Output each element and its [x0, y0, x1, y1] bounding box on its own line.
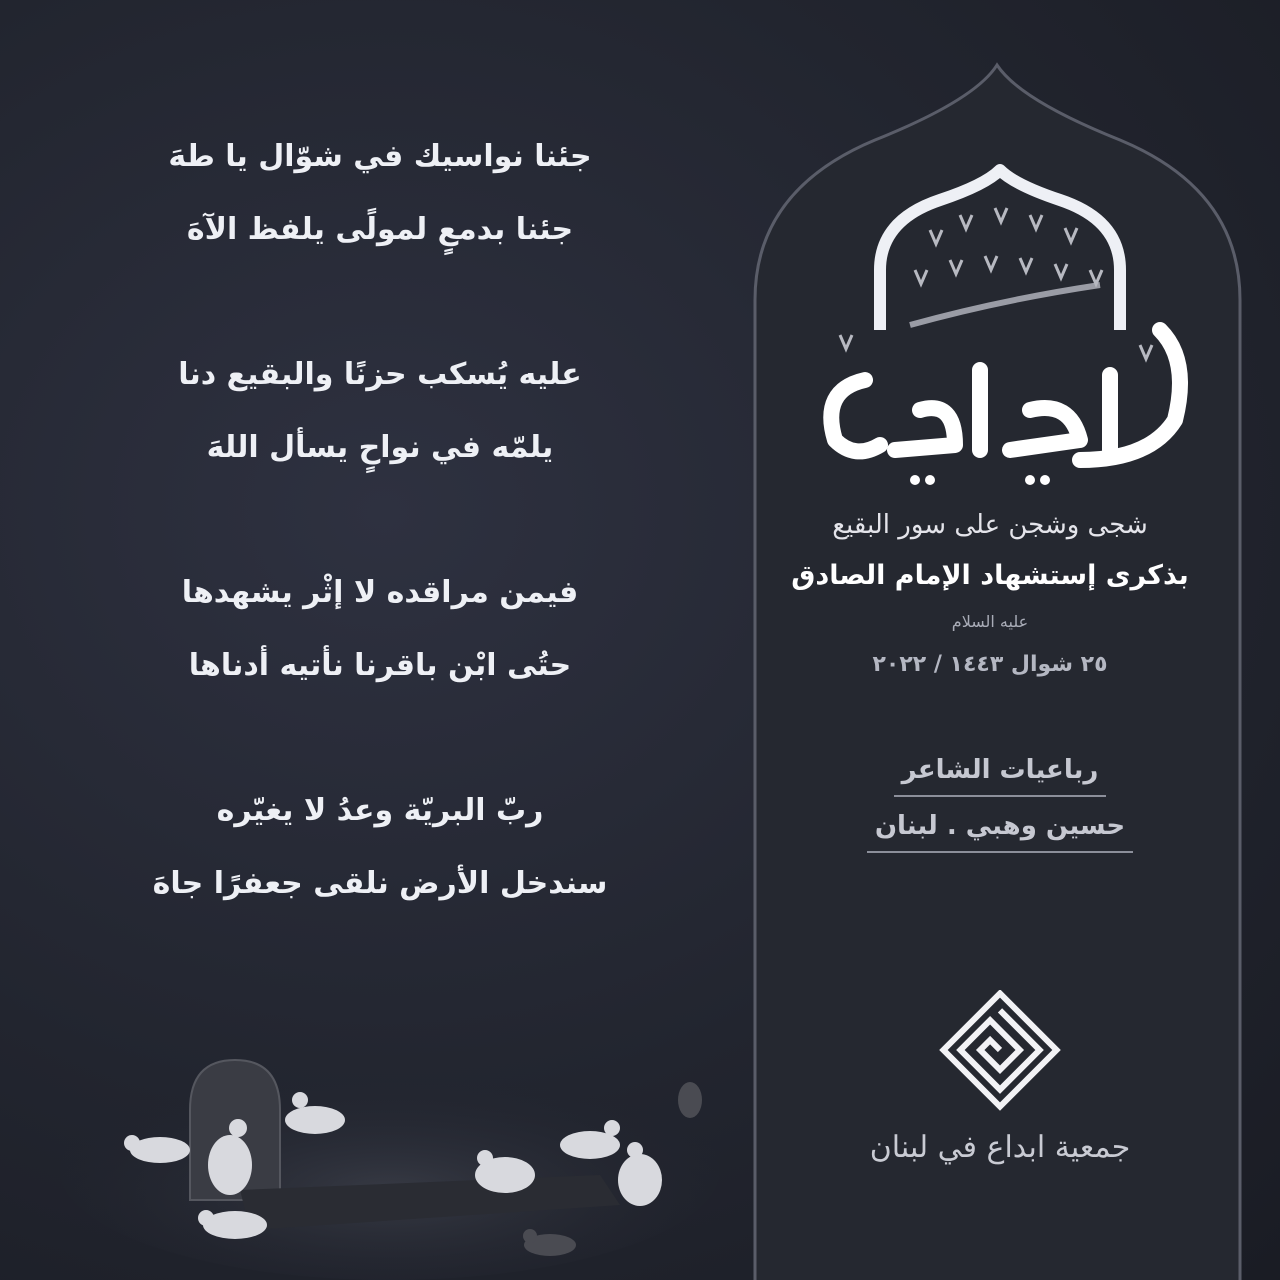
stanza-3 — [80, 556, 680, 702]
poem — [80, 120, 680, 992]
poet-credit — [800, 755, 1200, 853]
stanza-1 — [80, 120, 680, 266]
verse-line: فيمن مراقده لا إثْر يشهدها — [181, 575, 579, 610]
title-calligraphy — [780, 160, 1220, 500]
verse-line: سندخل الأرض نلقى جعفرًا جاهَ — [152, 866, 608, 901]
verse-line: ربّ البريّة وعدُ لا يغيّره — [216, 793, 544, 828]
verse-line: جئنا بدمعٍ لمولًى يلفظ الآهَ — [186, 212, 574, 247]
poet-name: حسين وهبي . لبنان — [867, 811, 1133, 853]
verse-line: جئنا نواسيك في شوّال يا طهَ — [168, 139, 592, 174]
shrine-subtitle: شجى وشجن على سور البقيع — [832, 510, 1148, 540]
poet-label: رباعيات الشاعر — [894, 755, 1107, 797]
stanza-4 — [80, 774, 680, 920]
calligraphy-logo — [780, 160, 1220, 500]
verse-line: حتُى ابْن باقرنا نأتيه أدناها — [188, 648, 572, 683]
verse-line: يلمّه في نواحٍ يسأل اللهَ — [206, 430, 554, 465]
date-text: ٢٥ شوال ١٤٤٣ / ٢٠٢٢ — [872, 652, 1108, 677]
stanza-2 — [80, 338, 680, 484]
occasion-title: بذكرى إستشهاد الإمام الصادق — [791, 560, 1189, 591]
organization-name: جمعية ابداع في لبنان — [869, 1130, 1131, 1165]
honorific-text: عليه السلام — [951, 612, 1029, 631]
grave-with-doves-illustration — [60, 1000, 740, 1280]
verse-line: عليه يُسكب حزنًا والبقيع دنا — [178, 357, 582, 392]
